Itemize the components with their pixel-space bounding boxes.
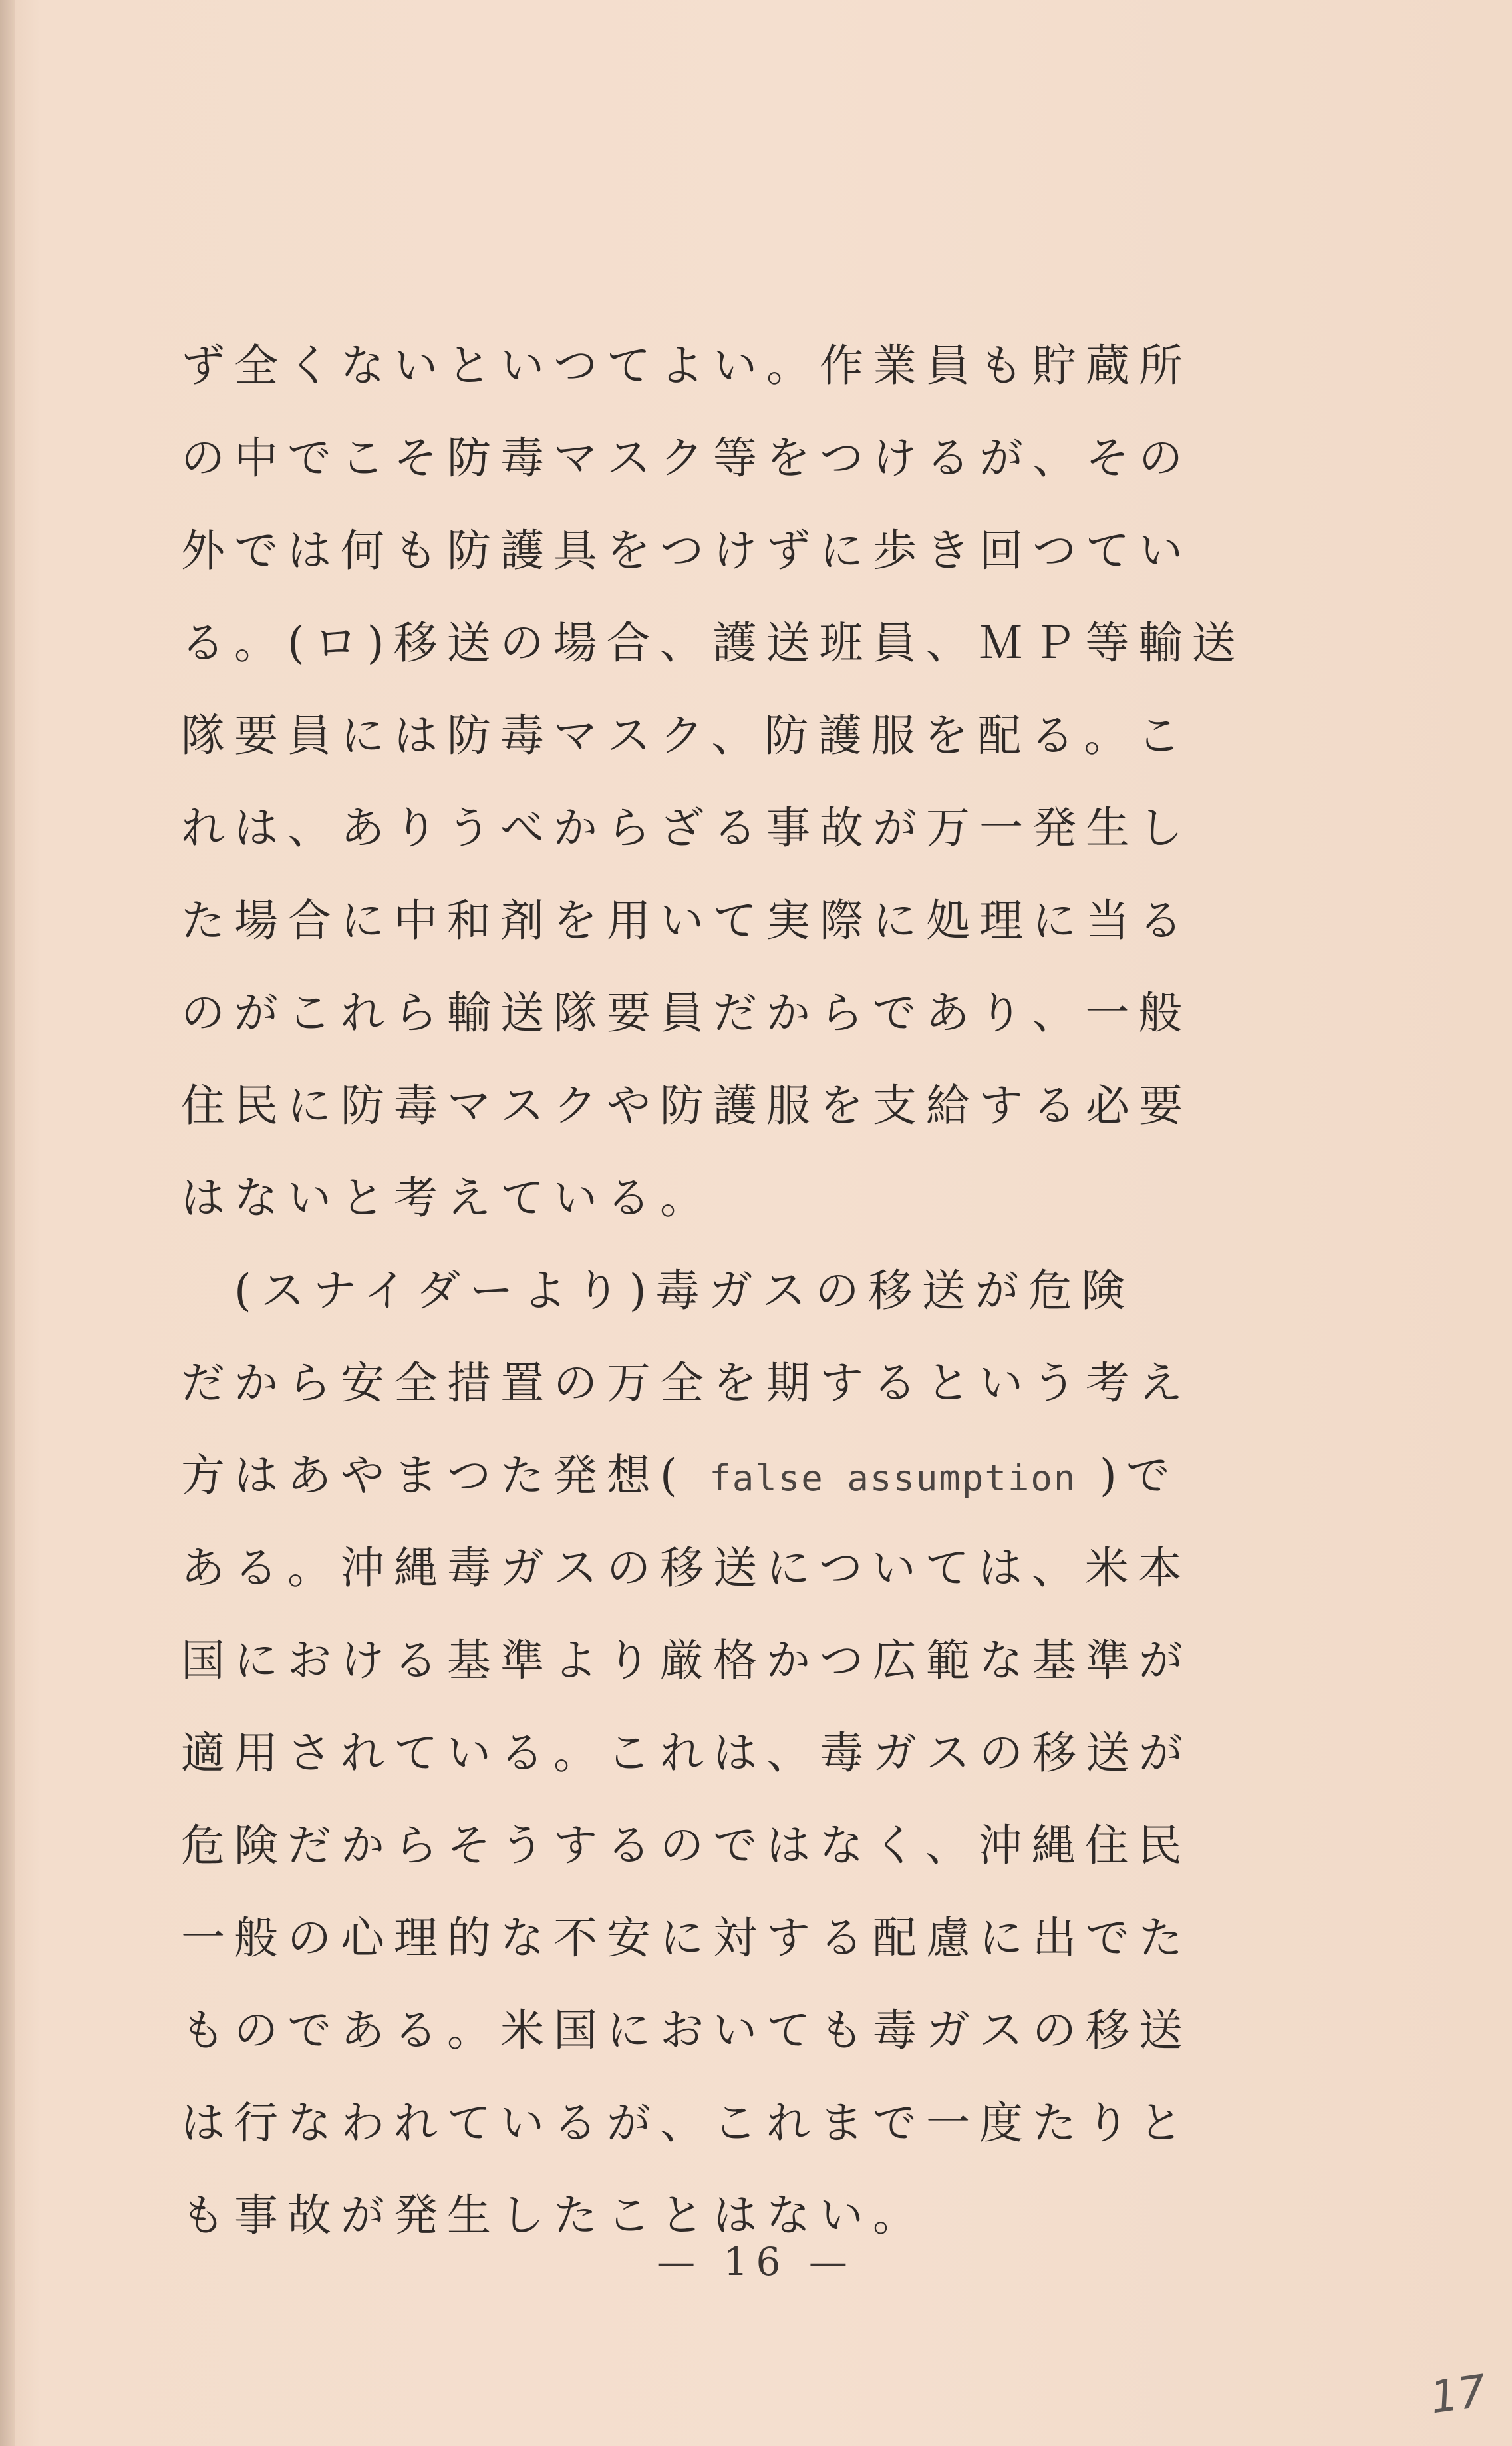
text-line: ものである。米国においても毒ガスの移送 xyxy=(181,2005,1192,2056)
text-line: 国における基準より厳格かつ広範な基準が xyxy=(181,1635,1192,1686)
page-binding-edge xyxy=(0,0,15,2446)
body-text xyxy=(181,319,1259,2262)
english-term: false assumption xyxy=(686,1457,1100,1499)
text-line: 隊要員には防毒マスク、防護服を配る。こ xyxy=(181,710,1191,761)
text-line: た場合に中和剤を用いて実際に処理に当る xyxy=(181,895,1192,946)
text-line-mixed xyxy=(181,1429,1259,1522)
text-line: のがこれら輸送隊要員だからであり、一般 xyxy=(181,987,1192,1039)
text-line: る。(ロ)移送の場合、護送班員、ＭＰ等輸送 xyxy=(181,617,1245,669)
text-line: も事故が発生したことはない。 xyxy=(181,2190,926,2241)
text-segment: )で xyxy=(1099,1450,1179,1501)
text-line: は行なわれているが、これまで一度たりと xyxy=(181,2097,1192,2149)
text-line: 住民に防毒マスクや防護服を支給する必要 xyxy=(181,1080,1192,1131)
page-number: — 16 — xyxy=(657,2239,855,2284)
text-line: ず全くないといつてよい。作業員も貯蔵所 xyxy=(181,340,1192,391)
text-line: 適用されている。これは、毒ガスの移送が xyxy=(181,1727,1192,1779)
text-line: 危険だからそうするのではなく、沖縄住民 xyxy=(181,1820,1191,1871)
text-line: 外では何も防護具をつけずに歩き回つてい xyxy=(181,525,1192,576)
handwritten-page-note: 17 xyxy=(1427,2365,1489,2424)
text-line: の中でこそ防毒マスク等をつけるが、その xyxy=(181,433,1192,484)
text-segment: 方はあやまつた発想( xyxy=(181,1450,686,1501)
text-line: ある。沖縄毒ガスの移送については、米本 xyxy=(181,1542,1191,1594)
text-line: 一般の心理的な不安に対する配慮に出でた xyxy=(181,1912,1192,1964)
text-line: はないと考えている。 xyxy=(181,1172,713,1224)
text-line: れは、ありうべからざる事故が万一発生し xyxy=(181,802,1192,854)
text-line: だから安全措置の万全を期するという考え xyxy=(181,1357,1192,1409)
text-line: (スナイダーより)毒ガスの移送が危険 xyxy=(181,1265,1135,1316)
